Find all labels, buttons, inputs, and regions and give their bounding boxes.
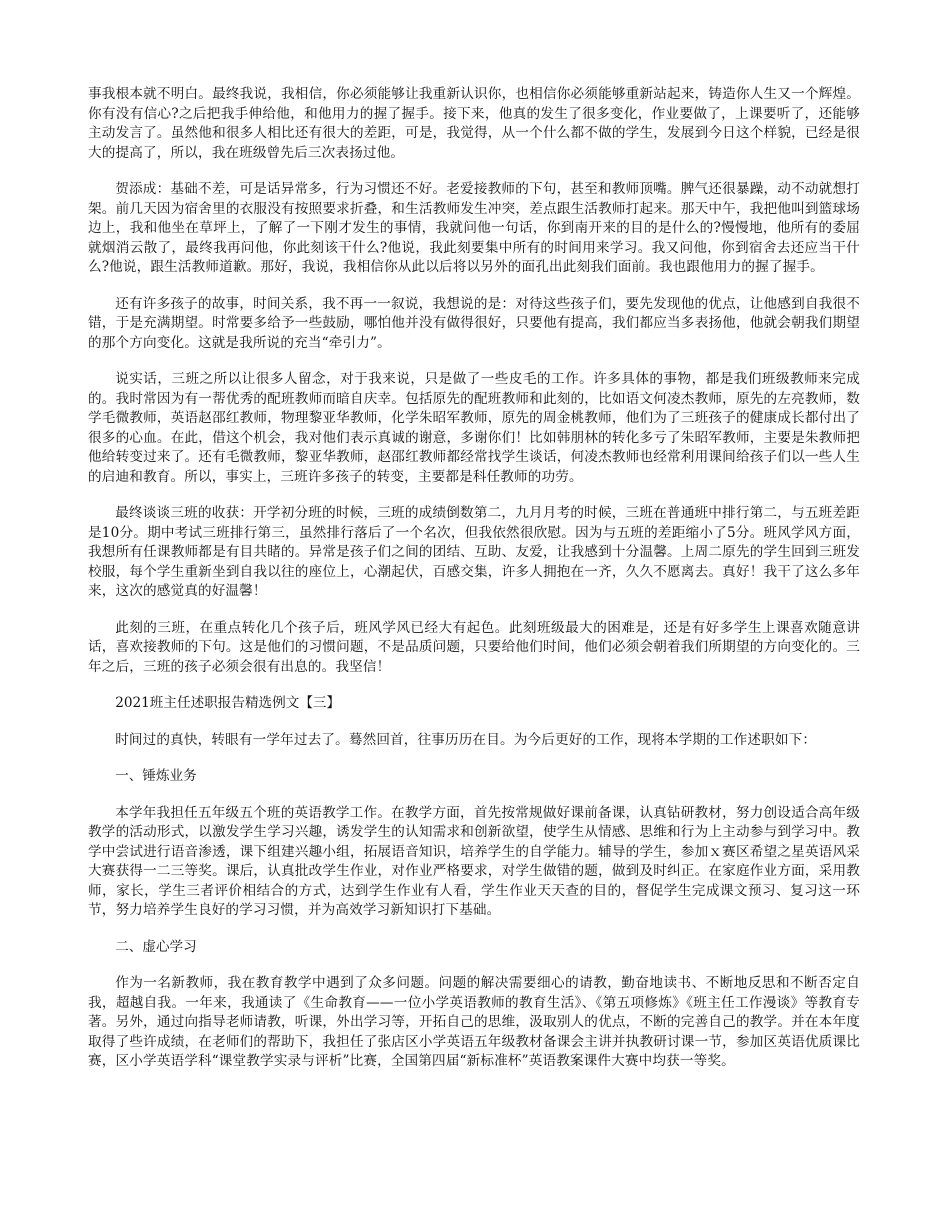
paragraph-traction: 还有许多孩子的故事，时间关系，我不再一一叙说，我想说的是：对待这些孩子们，要先发现他的优点，让他感到自我很不错，于是充满期望。时常要多给予一些鼓励，哪怕他并没有做得很好，只要他有提高，我们都应当多表扬他，他就会朝我们期望的那个方向变化。这就是我所说的充当“牵引力”。 — [88, 295, 860, 351]
paragraph-current-class: 此刻的三班，在重点转化几个孩子后，班风学风已经大有起色。此刻班级最大的困难是，还是有好多学生上课喜欢随意讲话，喜欢接教师的下句。这是他们的习惯问题，不是品质问题，只要给他们时间，他们必须会朝着我们所期望的方向变化的。三年之后，三班的孩子必须会很有出息的。我坚信！ — [88, 619, 860, 675]
section-title-example-three: 2021班主任述职报告精选例文【三】 — [115, 695, 341, 711]
paragraph-intro: 时间过的真快，转眼有一学年过去了。蓦然回首，往事历历在目。为今后更好的工作，现将本学期的工作述职如下： — [115, 731, 817, 748]
paragraph-new-teacher: 作为一名新教师，我在教育教学中遇到了众多问题。问题的解决需要细心的请教，勤奋地读书、不断地反思和不断否定自我，超越自我。一年来，我通读了《生命教育——一位小学英语教师的教育生活》、《第五项修炼》《班主任工作漫谈》等教育专著。另外，通过向指导老师请教，听课，外出学习等，开拓自己的思维，汲取别人的优点，不断的完善自己的教学。并在本年度取得了些许成绩，在老师们的帮助下，我担任了张店区小学英语五年级教材备课会主讲并执教研讨课一节，参加区英语优质课比赛，区小学英语学科“课堂教学实录与评析”比赛，全国第四届“新标准杯”英语教案课件大赛中均获一等奖。 — [88, 975, 860, 1069]
paragraph-he-tiancheng: 贺添成：基础不差，可是话异常多，行为习惯还不好。老爱接教师的下句，甚至和教师顶嘴。脾气还很暴躁，动不动就想打架。前几天因为宿舍里的衣服没有按照要求折叠，和生活教师发生冲突，差点跟生活教师打起来。那天中午，我把他叫到篮球场边上，我和他坐在草坪上，了解了一下刚才发生的事情，我就问他一句话，你到南开来的目的是什么的?慢慢地，他所有的委屈就烟消云散了，最终我再问他，你此刻该干什么?他说，我此刻要集中所有的时间用来学习。我又问他，你到宿舍去还应当干什么?他说，跟生活教师道歉。那好，我说，我相信你从此以后将以另外的面孔出此刻我们面前。我也跟他用力的握了握手。 — [88, 181, 860, 275]
paragraph-english-teaching: 本学年我担任五年级五个班的英语教学工作。在教学方面，首先按常规做好课前备课，认真钻研教材，努力创设适合高年级教学的活动形式，以激发学生学习兴趣，诱发学生的认知需求和创新欲望，使学生从情感、思维和行为上主动参与到学习中。教学中尝试进行语音渗透，课下组建兴趣小组，拓展语音知识，培养学生的自学能力。辅导的学生，参加ｘ赛区希望之星英语风采大赛获得一二三等奖。课后，认真批改学生作业，对作业严格要求，对学生做错的题，做到及时纠正。在家庭作业方面，采用教师，家长，学生三者评价相结合的方式，达到学生作业有人看，学生作业天天查的目的，督促学生完成课文预习、复习这一环节，努力培养学生良好的学习习惯，并为高效学习新知识打下基础。 — [88, 804, 860, 918]
paragraph-teachers-thanks: 说实话，三班之所以让很多人留念，对于我来说，只是做了一些皮毛的工作。许多具体的事物，都是我们班级教师来完成的。我时常因为有一帮优秀的配班教师而暗自庆幸。包括原先的配班教师和此刻的，比如语文何凌杰教师，原先的左亮教师，数学毛微教师，英语赵邵红教师，物理黎亚华教师，化学朱昭军教师，原先的周金桃教师，他们为了三班孩子的健康成长都付出了很多的心血。在此，借这个机会，我对他们表示真诚的谢意，多谢你们！比如韩朋林的转化多亏了朱昭军教师，主要是朱教师把他给转变过来了。还有毛微教师，黎亚华教师，赵邵红教师都经常找学生谈话，何凌杰教师也经常利用课间给孩子们以一些人生的启迪和教育。所以，事实上，三班许多孩子的转变，主要都是科任教师的功劳。 — [88, 371, 860, 485]
paragraph-continuation: 事我根本就不明白。最终我说，我相信，你必须能够让我重新认识你，也相信你必须能够重新站起来，铸造你人生又一个辉煌。你有没有信心?之后把我手伸给他，和他用力的握了握手。接下来，他真的发生了很多变化，作业要做了，上课要听了，还能够主动发言了。虽然他和很多人相比还有很大的差距，可是，我觉得，从一个什么都不做的学生，发展到今日这个样貌，已经是很大的提高了，所以，我在班级曾先后三次表扬过他。 — [88, 86, 860, 161]
document-page — [88, 85, 860, 1089]
section-heading-learning: 二、虚心学习 — [115, 938, 197, 955]
paragraph-class-gains: 最终谈谈三班的收获：开学初分班的时候，三班的成绩倒数第二，九月月考的时候，三班在普通班中排行第二，与五班差距是10分。期中考试三班排行第三，虽然排行落后了一个名次，但我依然很欣慰。因为与五班的差距缩小了5分。班风学风方面，我想所有任课教师都是有目共睹的。异常是孩子们之间的团结、互助、友爱，让我感到十分温馨。上周二原先的学生回到三班发校服，每个学生重新坐到自我以往的座位上，心潮起伏，百感交集，许多人拥抱在一齐，久久不愿离去。真好！我干了这么多年来，这次的感觉真的好温馨！ — [88, 505, 860, 599]
section-heading-skills: 一、锤炼业务 — [115, 768, 197, 784]
